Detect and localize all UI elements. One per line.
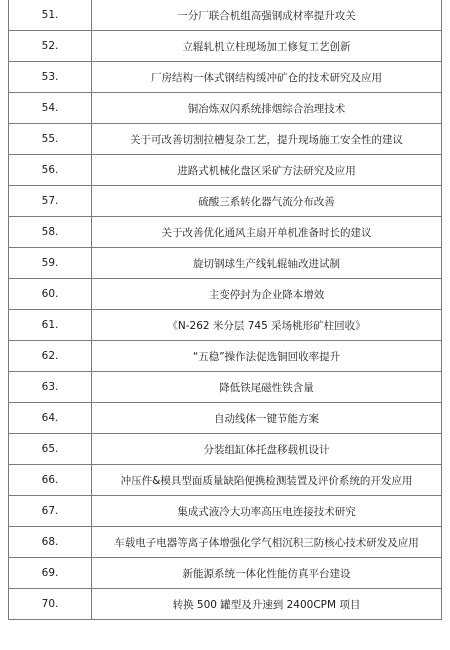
project-title: 关于可改善切割拉槽复杂工艺，提升现场施工安全性的建议: [92, 124, 442, 155]
table-row: [9, 589, 442, 620]
row-number: 61.: [9, 310, 92, 341]
project-title: 降低铁尾磁性铁含量: [92, 372, 442, 403]
row-number: 59.: [9, 248, 92, 279]
project-title: 新能源系统一体化性能仿真平台建设: [92, 558, 442, 589]
project-table: [8, 0, 442, 620]
project-title: 分装组缸体托盘移载机设计: [92, 434, 442, 465]
table-row: [9, 62, 442, 93]
table-row: [9, 434, 442, 465]
table-row: [9, 558, 442, 589]
project-title: 集成式液冷大功率高压电连接技术研究: [92, 496, 442, 527]
table-row: [9, 465, 442, 496]
project-title: 关于改善优化通风主扇开单机准备时长的建议: [92, 217, 442, 248]
row-number: 54.: [9, 93, 92, 124]
row-number: 60.: [9, 279, 92, 310]
project-title: 进路式机械化盘区采矿方法研究及应用: [92, 155, 442, 186]
table-row: [9, 155, 442, 186]
table-row: [9, 372, 442, 403]
row-number: 55.: [9, 124, 92, 155]
project-title: 一分厂联合机组高强钢成材率提升攻关: [92, 0, 442, 31]
row-number: 56.: [9, 155, 92, 186]
table-row: [9, 279, 442, 310]
row-number: 62.: [9, 341, 92, 372]
project-title: 主变停封为企业降本增效: [92, 279, 442, 310]
table-row: [9, 527, 442, 558]
project-title: 自动线体一键节能方案: [92, 403, 442, 434]
project-title: 车载电子电器等离子体增强化学气相沉积三防核心技术研发及应用: [92, 527, 442, 558]
row-number: 52.: [9, 31, 92, 62]
row-number: 57.: [9, 186, 92, 217]
table-row: [9, 0, 442, 31]
row-number: 63.: [9, 372, 92, 403]
row-number: 58.: [9, 217, 92, 248]
table-row: [9, 31, 442, 62]
row-number: 67.: [9, 496, 92, 527]
project-title: 硫酸三系转化器气流分布改善: [92, 186, 442, 217]
row-number: 51.: [9, 0, 92, 31]
row-number: 70.: [9, 589, 92, 620]
table-row: [9, 93, 442, 124]
project-title: 《N-262 米分层 745 采场桃形矿柱回收》: [92, 310, 442, 341]
row-number: 65.: [9, 434, 92, 465]
row-number: 66.: [9, 465, 92, 496]
table-row: [9, 124, 442, 155]
table-row: [9, 217, 442, 248]
row-number: 53.: [9, 62, 92, 93]
project-title: 铜冶炼双闪系统排烟综合治理技术: [92, 93, 442, 124]
table-row: [9, 248, 442, 279]
project-title: 立辊轧机立柱现场加工修复工艺创新: [92, 31, 442, 62]
table-row: [9, 186, 442, 217]
project-title: 冲压件&模具型面质量缺陷便携检测装置及评价系统的开发应用: [92, 465, 442, 496]
project-title: 厂房结构一体式钢结构缓冲矿仓的技术研究及应用: [92, 62, 442, 93]
project-title: 转换 500 罐型及升速到 2400CPM 项目: [92, 589, 442, 620]
row-number: 69.: [9, 558, 92, 589]
table-row: [9, 341, 442, 372]
table-row: [9, 403, 442, 434]
table-row: [9, 496, 442, 527]
project-title: “五稳”操作法促选铜回收率提升: [92, 341, 442, 372]
table-row: [9, 310, 442, 341]
project-title: 旋切钢球生产线轧辊轴改进试制: [92, 248, 442, 279]
row-number: 64.: [9, 403, 92, 434]
row-number: 68.: [9, 527, 92, 558]
